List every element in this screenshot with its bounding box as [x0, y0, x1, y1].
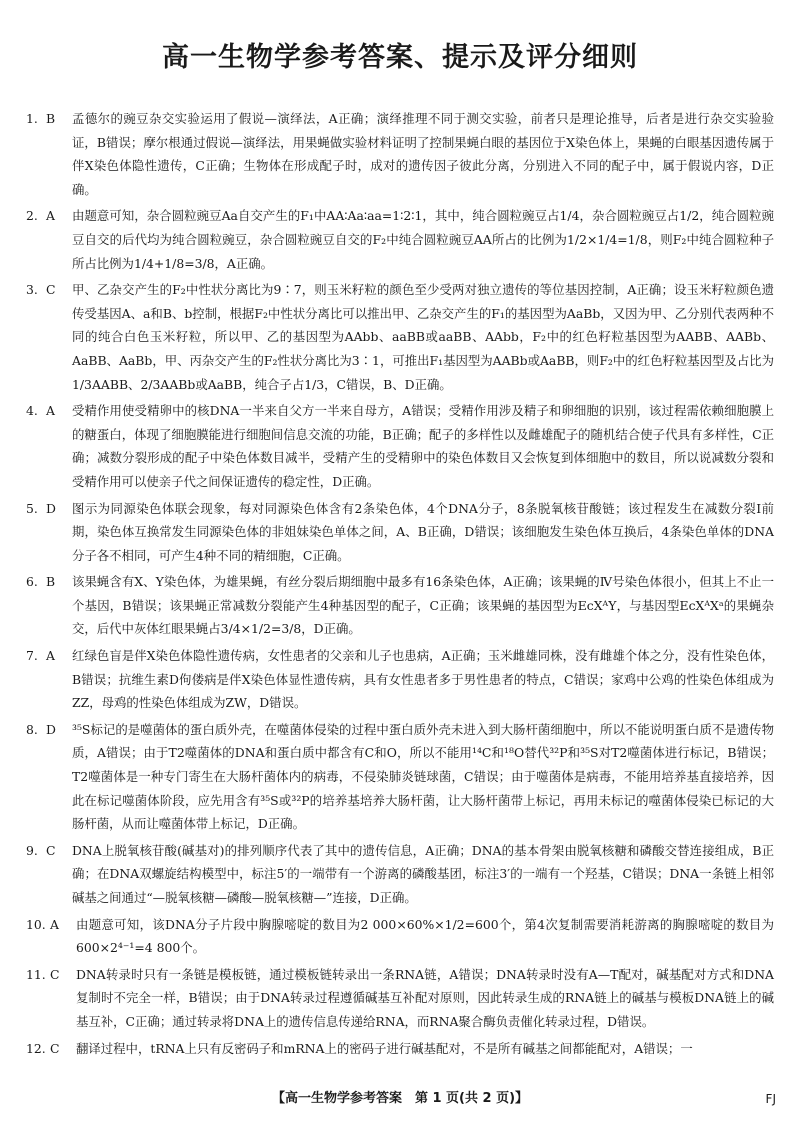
item-number: 9.	[26, 842, 38, 858]
item-explanation: 孟德尔的豌豆杂交实验运用了假说—演绎法，A正确；演绎推理不同于测交实验，前者只是理论推导，后者是进行杂交实验验证，B错误；摩尔根通过假说—演绎法，用果蝇做实验材料证明了控制果蝇白眼的基因位于X染色体上，果蝇的白眼基因遗传属于伴X染色体隐性遗传，C正确；生物体在形成配子时，成对的遗传因子彼此分离，分别进入不同的配子中，属于假说内容，D正确。	[72, 111, 774, 197]
answer-item-6	[26, 570, 774, 641]
answer-item-12	[26, 1037, 774, 1061]
item-number: 6.	[26, 574, 38, 590]
item-explanation: 受精作用使受精卵中的核DNA一半来自父方一半来自母方，A错误；受精作用涉及精子和卵细胞的识别，该过程需依赖细胞膜上的糖蛋白，体现了细胞膜能进行细胞间信息交流的功能，B正确；配子的多样性以及雌雄配子的随机结合使子代具有多样性，C正确；减数分裂形成的配子中染色体数目减半，受精产生的受精卵中的染色体数目又会恢复到体细胞中的数目，所以说减数分裂和受精作用可以使亲子代之间保证遗传的稳定性，D正确。	[72, 403, 774, 489]
item-answer: A	[46, 208, 55, 224]
item-number: 1.	[26, 111, 38, 126]
page-footer-code: FJ	[765, 1092, 776, 1106]
answer-item-5	[26, 497, 774, 568]
item-number: 10.	[26, 916, 46, 932]
answer-item-9	[26, 839, 774, 910]
item-answer: C	[46, 842, 56, 858]
answer-item-3	[26, 278, 774, 396]
item-number: 2.	[26, 208, 38, 224]
item-number: 3.	[26, 282, 38, 298]
item-explanation: 该果蝇含有X、Y染色体，为雄果蝇，有丝分裂后期细胞中最多有16条染色体，A正确；该果蝇的Ⅳ号染色体很小，但其上不止一个基因，B错误；该果蝇正常减数分裂能产生4种基因型的配子，C正确；该果蝇的基因型为EcXᴬY，与基因型EcXᴬXᵃ的果蝇杂交，后代中灰体红眼果蝇占3/4×1/2=3/8，D正确。	[72, 574, 774, 637]
answer-item-8	[26, 718, 774, 836]
item-explanation: 图示为同源染色体联会现象，每对同源染色体含有2条染色体，4个DNA分子，8条脱氧核苷酸链；该过程发生在减数分裂Ⅰ前期，染色体互换常发生同源染色体的非姐妹染色单体之间，A、B正确，D错误；该细胞发生染色体互换后，4条染色单体的DNA分子各不相同，可产生4种不同的精细胞，C正确。	[72, 500, 774, 563]
item-number: 12.	[26, 1040, 46, 1056]
item-explanation: 由题意可知，该DNA分子片段中胸腺嘧啶的数目为2 000×60%×1/2=600个，第4次复制需要消耗游离的胸腺嘧啶的数目为600×2⁴⁻¹=4 800个。	[76, 916, 774, 956]
item-answer: C	[50, 1040, 60, 1056]
answer-item-2	[26, 204, 774, 275]
item-answer: D	[46, 721, 56, 737]
item-explanation: DNA上脱氧核苷酸(碱基对)的排列顺序代表了其中的遗传信息，A正确；DNA的基本骨架由脱氧核糖和磷酸交替连接组成，B正确；在DNA双螺旋结构模型中，标注5′的一端带有一个游离的磷酸基团，标注3′的一端有一个羟基，C错误；DNA一条链上相邻碱基之间通过“—脱氧核糖—磷酸—脱氧核糖—”连接，D正确。	[72, 842, 774, 905]
item-explanation: ³⁵S标记的是噬菌体的蛋白质外壳，在噬菌体侵染的过程中蛋白质外壳未进入到大肠杆菌细胞中，所以不能说明蛋白质不是遗传物质，A错误；由于T2噬菌体的DNA和蛋白质中都含有C和O，所以不能用¹⁴C和¹⁸O替代³²P和³⁵S对T2噬菌体进行标记，B错误；T2噬菌体是一种专门寄生在大肠杆菌体内的病毒，不侵染肺炎链球菌，C错误；由于噬菌体是病毒，不能用培养基直接培养，因此在标记噬菌体阶段，应先用含有³⁵S或³²P的培养基培养大肠杆菌，让大肠杆菌带上标记，再用未标记的噬菌体侵染已标记的大肠杆菌，从而让噬菌体带上标记，D正确。	[72, 721, 774, 832]
item-answer: B	[46, 111, 56, 126]
item-answer: C	[50, 966, 60, 982]
item-answer: A	[46, 403, 55, 419]
item-answer: D	[46, 500, 56, 516]
item-number: 11.	[26, 966, 46, 982]
item-explanation: 由题意可知，杂合圆粒豌豆Aa自交产生的F₁中AA∶Aa∶aa=1∶2∶1，其中，纯合圆粒豌豆占1/4，杂合圆粒豌豆占1/2，纯合圆粒豌豆自交的后代均为纯合圆粒豌豆，杂合圆粒豌豆自交的F₂中纯合圆粒豌豆AA所占的比例为1/2×1/4=1/8，则F₂中纯合圆粒种子所占比例为1/4+1/8=3/8，A正确。	[72, 208, 774, 271]
answer-list	[26, 107, 774, 1063]
item-number: 4.	[26, 403, 38, 419]
item-number: 8.	[26, 721, 38, 737]
answer-item-7	[26, 644, 774, 715]
item-explanation: DNA转录时只有一条链是模板链，通过模板链转录出一条RNA链，A错误；DNA转录时没有A—T配对，碱基配对方式和DNA复制时不完全一样，B错误；由于DNA转录过程遵循碱基互补配对原则，因此转录生成的RNA链上的碱基与模板DNA链上的碱基互补，C正确；通过转录将DNA上的遗传信息传递给RNA，而RNA聚合酶负责催化转录过程，D错误。	[76, 966, 774, 1029]
item-number: 7.	[26, 648, 38, 664]
answer-item-11	[26, 963, 774, 1034]
page-title: 高一生物学参考答案、提示及评分细则	[162, 42, 638, 73]
item-explanation: 甲、乙杂交产生的F₂中性状分离比为9∶7，则玉米籽粒的颜色至少受两对独立遗传的等位基因控制，A正确；设玉米籽粒颜色遗传受基因A、a和B、b控制，根据F₂中性状分离比可以推出甲、乙杂交产生的F₁的基因型为AaBb，又因为甲、乙分别代表两种不同的纯合白色玉米籽粒，所以甲、乙的基因型为AAbb、aaBB或aaBB、AAbb，F₂中的红色籽粒基因型为AABB、AABb、AaBB、AaBb，甲、丙杂交产生的F₂性状分离比为3∶1，可推出F₁基因型为AABb或AaBB，则F₂中的红色籽粒基因型及占比为1/3AABB、2/3AABb或AaBB，纯合子占1/3，C错误，B、D正确。	[72, 282, 774, 392]
page-footer-label: 【高一生物学参考答案 第 1 页(共 2 页)】	[271, 1091, 529, 1106]
answer-item-1	[26, 107, 774, 201]
item-answer: A	[50, 916, 59, 932]
answer-item-4	[26, 399, 774, 493]
item-answer: A	[46, 648, 55, 664]
item-explanation: 翻译过程中，tRNA上只有反密码子和mRNA上的密码子进行碱基配对，不是所有碱基之间都能配对，A错误；一	[76, 1040, 693, 1056]
item-answer: B	[46, 574, 56, 590]
item-explanation: 红绿色盲是伴X染色体隐性遗传病，女性患者的父亲和儿子也患病，A正确；玉米雌雄同株，没有雌雄个体之分，没有性染色体，B错误；抗维生素D佝偻病是伴X染色体显性遗传病，具有女性患者多于男性患者的特点，C错误；家鸡中公鸡的性染色体组成为ZZ，母鸡的性染色体组成为ZW，D错误。	[72, 648, 774, 711]
item-number: 5.	[26, 500, 38, 516]
answer-item-10	[26, 913, 774, 960]
item-answer: C	[46, 282, 56, 298]
